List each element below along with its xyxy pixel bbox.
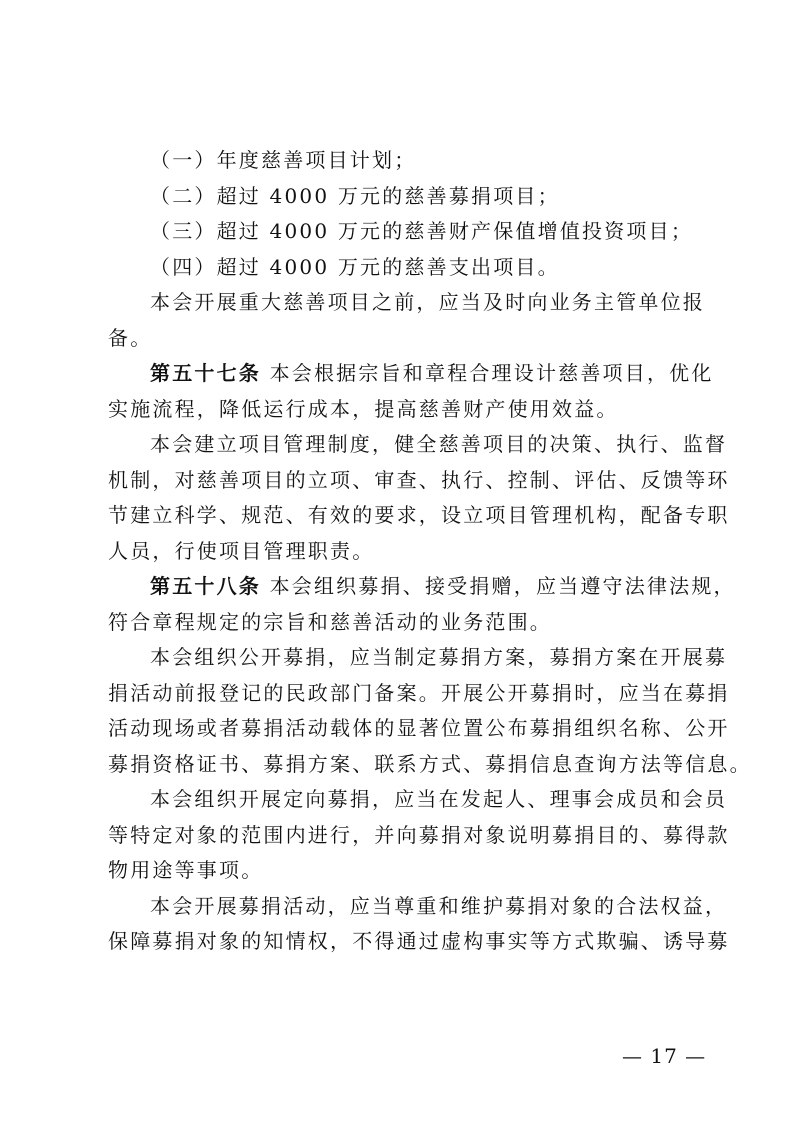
text-line: 备。 (108, 326, 153, 350)
text-line: 本会开展重大慈善项目之前，应当及时向业务主管单位报 (150, 290, 705, 314)
paragraph-line (108, 858, 694, 882)
paragraph-line (108, 468, 730, 492)
text-line: 机制，对慈善项目的立项、审查、执行、控制、评估、反馈等环 (108, 468, 730, 492)
paragraph-line (108, 610, 694, 634)
text-line: 本会开展募捐活动，应当尊重和维护募捐对象的合法权益， (150, 894, 728, 918)
paragraph-line (150, 787, 728, 811)
text-line: 实施流程，降低运行成本，提高慈善财产使用效益。 (108, 397, 619, 421)
text-line: 募捐资格证书、募捐方案、联系方式、募捐信息查询方法等信息。 (108, 752, 752, 776)
page-number: — 17 — (622, 1044, 707, 1068)
text-line: 捐活动前报登记的民政部门备案。开展公开募捐时，应当在募捐 (108, 681, 730, 705)
paragraph-line (108, 397, 694, 421)
paragraph-line (108, 716, 730, 740)
text-line: 节建立科学、规范、有效的要求，设立项目管理机构，配备专职 (108, 503, 730, 527)
text-line: 本会组织公开募捐，应当制定募捐方案，募捐方案在开展募 (150, 645, 728, 669)
text-line: 符合章程规定的宗旨和慈善活动的业务范围。 (108, 610, 552, 634)
text-line: （三）超过 4000 万元的慈善财产保值增值投资项目； (150, 219, 694, 243)
text-line: 保障募捐对象的知情权，不得通过虚构事实等方式欺骗、诱导募 (108, 929, 730, 953)
paragraph-line (108, 326, 694, 350)
text-line: 本会组织开展定向募捐，应当在发起人、理事会成员和会员 (150, 787, 728, 811)
text-line: （二）超过 4000 万元的慈善募捐项目； (150, 184, 560, 208)
paragraph-line (150, 894, 728, 918)
list-item-2 (150, 184, 694, 208)
list-item-1 (150, 148, 694, 172)
paragraph-line (108, 752, 752, 776)
paragraph-line (150, 432, 728, 456)
text-line: （四）超过 4000 万元的慈善支出项目。 (150, 255, 560, 279)
article-57-line (150, 361, 714, 385)
list-item-3 (150, 219, 694, 243)
text-line: 本会根据宗旨和章程合理设计慈善项目，优化 (269, 361, 714, 385)
paragraph-line (108, 681, 730, 705)
paragraph-line (108, 929, 730, 953)
article-heading: 第五十八条 (150, 574, 261, 598)
paragraph-line (150, 645, 728, 669)
text-line: 等特定对象的范围内进行，并向募捐对象说明募捐目的、募得款 (108, 823, 730, 847)
paragraph-line (150, 290, 705, 314)
paragraph-line (108, 823, 730, 847)
text-line: 活动现场或者募捐活动载体的显著位置公布募捐组织名称、公开 (108, 716, 730, 740)
text-line: 物用途等事项。 (108, 858, 264, 882)
text-line: 本会建立项目管理制度，健全慈善项目的决策、执行、监督 (150, 432, 728, 456)
article-heading: 第五十七条 (150, 361, 261, 385)
text-line: （一）年度慈善项目计划； (150, 148, 417, 172)
paragraph-line (108, 503, 730, 527)
article-58-line (150, 574, 736, 598)
text-line: 本会组织募捐、接受捐赠，应当遵守法律法规， (269, 574, 736, 598)
paragraph-line (108, 539, 694, 563)
text-line: 人员，行使项目管理职责。 (108, 539, 375, 563)
list-item-4 (150, 255, 694, 279)
